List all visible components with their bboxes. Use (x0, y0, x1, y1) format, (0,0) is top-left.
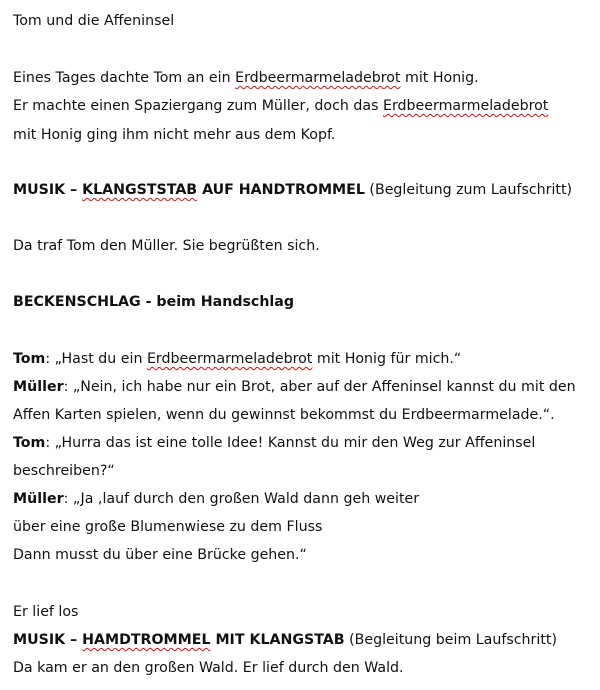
paragraph-3 (13, 602, 78, 622)
paragraph-4 (13, 658, 404, 678)
story-title (13, 11, 174, 31)
text-run: Dann musst du über eine Brücke gehen.“ (13, 547, 307, 563)
cue-label: MUSIK – (13, 632, 83, 648)
cue-note: (Begleitung beim Laufschritt) (344, 632, 557, 648)
speaker-name: Müller (13, 379, 64, 395)
music-cue-1 (13, 180, 572, 200)
text-run: Er lief los (13, 604, 79, 620)
text-run: mit Honig. (400, 70, 479, 86)
paragraph-1-line-2 (13, 96, 548, 116)
text-run: : „Hurra das ist eine tolle Idee! Kannst du mir den Weg zur Affeninsel (45, 435, 536, 451)
dialog-tom-2-line-1 (13, 433, 535, 453)
text-run: Er machte einen Spaziergang zum Müller, doch das (13, 98, 383, 114)
speaker-name: Müller (13, 491, 64, 507)
text-run: Da traf Tom den Müller. Sie begrüßten sich. (13, 238, 320, 254)
dialog-mueller-1-line-1 (13, 377, 576, 397)
cue-label: BECKENSCHLAG - beim Handschlag (13, 294, 295, 310)
cue-label: AUF HANDTROMMEL (197, 182, 365, 198)
misspelled-word[interactable]: Erdbeermarmeladebrot (235, 70, 401, 86)
dialog-mueller-2-line-3 (13, 545, 307, 565)
dialog-mueller-1-line-2 (13, 405, 555, 425)
cue-label: MIT KLANGSTAB (210, 632, 345, 648)
text-run: Da kam er an den großen Wald. Er lief durch den Wald. (13, 660, 404, 676)
story-title-text: Tom und die Affeninsel (13, 13, 175, 29)
misspelled-word[interactable]: KLANGSTSTAB (82, 182, 198, 198)
cue-note: (Begleitung zum Laufschritt) (364, 182, 573, 198)
dialog-tom-2-line-2 (13, 461, 115, 481)
misspelled-word[interactable]: Erdbeermarmeladebrot (382, 98, 549, 114)
misspelled-word[interactable]: Erdbeermarmeladebrot (146, 351, 313, 367)
text-run: Eines Tages dachte Tom an ein (13, 70, 236, 86)
music-cue-3 (13, 630, 557, 650)
dialog-mueller-2-line-1 (13, 489, 419, 509)
dialog-mueller-2-line-2 (13, 517, 322, 537)
music-cue-2 (13, 292, 294, 312)
text-run: beschreiben?“ (13, 463, 115, 479)
misspelled-word[interactable]: HAMDTROMMEL (82, 632, 211, 648)
speaker-name: Tom (13, 351, 46, 367)
text-run: Affen Karten spielen, wenn du gewinnst bekommst du Erdbeermarmelade.“. (13, 407, 555, 423)
text-run: mit Honig ging ihm nicht mehr aus dem Kopf. (13, 127, 336, 143)
speaker-name: Tom (13, 435, 46, 451)
text-run: : „Hast du ein (45, 351, 147, 367)
text-run: : „Ja ,lauf durch den großen Wald dann geh weiter (63, 491, 420, 507)
cue-label: MUSIK – (13, 182, 83, 198)
dialog-tom-1 (13, 349, 461, 369)
paragraph-2 (13, 236, 320, 256)
paragraph-1-line-3 (13, 125, 335, 145)
text-run: über eine große Blumenwiese zu dem Fluss (13, 519, 323, 535)
paragraph-1-line-1 (13, 68, 479, 88)
text-run: : „Nein, ich habe nur ein Brot, aber auf der Affeninsel kannst du mit den (63, 379, 576, 395)
text-run: mit Honig für mich.“ (312, 351, 462, 367)
